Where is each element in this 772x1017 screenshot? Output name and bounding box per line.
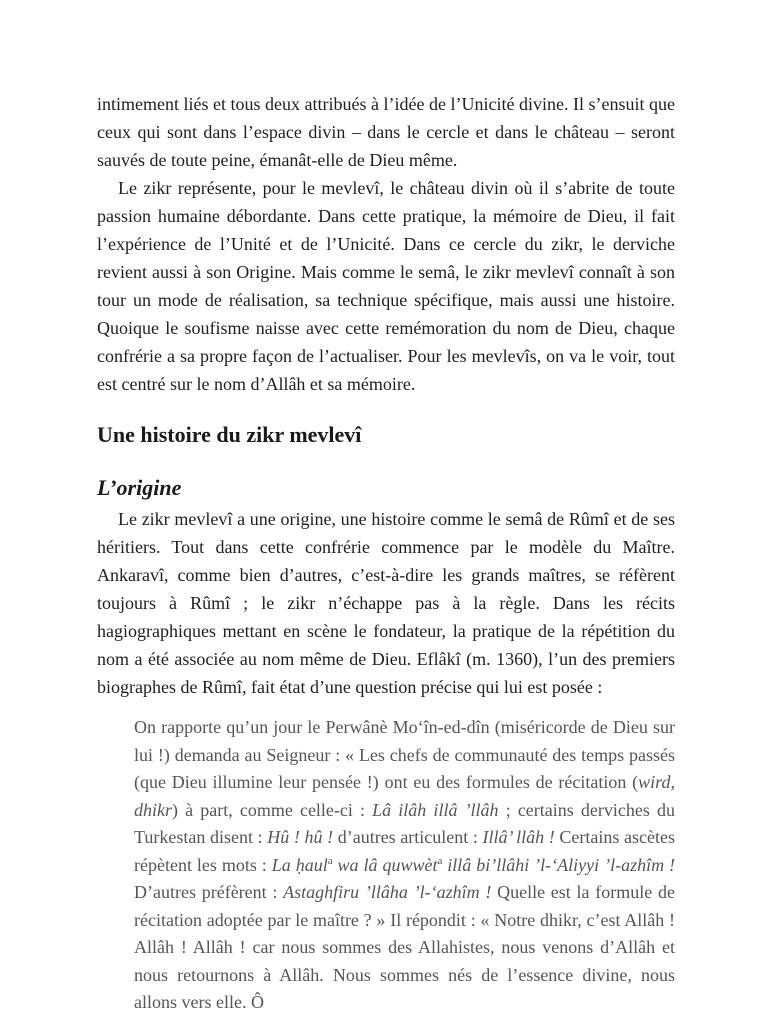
block-quote [134, 714, 675, 1017]
quote-text: d’autres articulent : [333, 827, 483, 847]
quote-text: ) à part, comme celle-ci : [172, 799, 373, 820]
quote-italic: wa lâ quwwèt [332, 854, 438, 875]
quote-italic: La ḥaul [271, 854, 328, 875]
section-heading: Une histoire du zikr mevlevî [97, 422, 362, 447]
quote-text: ; certains derviches du Turkestan disent : [134, 799, 676, 847]
quote-superscript: a [327, 854, 333, 867]
zikr-paragraph: Le zikr représente, pour le mevlevî, le château divin où il s’abrite de toute passion humaine débordante. Dans cette pratique, la mémoire de Dieu, il fait l’expérience de l’Unité et de l’Unicité. Dans ce cercle du zikr, le derviche revient aussi à son Origine. Mais comme le semâ, le zikr mevlevî connaît à son tour un mode de réalisation, sa technique spécifique, mais aussi une histoire. Quoique le soufisme naisse avec cette remémoration du nom de Dieu, chaque confrérie a sa propre façon de l’actualiser. Pour les mevlevîs, on va le voir, tout est centré sur le nom d’Allâh et sa mémoire. [97, 178, 675, 394]
quote-italic: Lâ ilâh illâ ’llâh [372, 799, 499, 820]
quote-text: D’autres préfèrent : [134, 882, 284, 902]
subsection-heading: L’origine [97, 475, 182, 500]
quote-text: On rapporte qu’un jour le Perwânè Mo‘în-ed-dîn (miséricorde de Dieu sur lui !) demanda au Seigneur : « Les chefs de communauté des temps passés (que Dieu illumine leur pensée !) ont eu des formules de récitation ( [134, 717, 675, 792]
origine-paragraph: Le zikr mevlevî a une origine, une histoire comme le semâ de Rûmî et de ses héritiers. Tout dans cette confrérie commence par le modèle du Maître. Ankaravî, comme bien d’autres, c’est-à-dire les grands maîtres, se réfèrent toujours à Rûmî ; le zikr n’échappe pas à la règle. Dans les récits hagiographiques mettant en scène le fondateur, la pratique de la répétition du nom a été associée au nom même de Dieu. Eflâkî (m. 1360), l’un des premiers biographes de Rûmî, fait état d’une question précise qui lui est posée : [97, 509, 675, 697]
quote-italic: illâ bi’llâhi ’l-‘Aliyyi ’l-azhîm ! [442, 854, 676, 875]
quote-superscript: a [437, 854, 443, 867]
quote-italic: wird, dhikr [134, 772, 675, 820]
quote-text: Certains ascètes répètent les mots : [134, 827, 675, 875]
continuation-paragraph: intimement liés et tous deux attribués à l’idée de l’Unicité divine. Il s’ensuit que ceux qui sont dans l’espace divin – dans le cercle et dans le château – seront sauvés de toute peine, émanât-elle de Dieu même. [97, 94, 675, 170]
quote-text: Quelle est la formule de récitation adoptée par le maître ? » Il répondit : « Notre dhikr, c’est Allâh ! Allâh ! Allâh ! car nous sommes des Allahistes, nous venons d’Allâh et nous retournons à Allâh. Nous sommes nés de l’essence divine, nous allons vers elle. Ô [134, 882, 675, 1012]
quote-italic: Illâ’ llâh ! [482, 827, 555, 847]
quote-italic: Astaghfiru ’llâha ’l-‘azhîm ! [283, 882, 492, 902]
quote-italic: Hû ! hû ! [267, 827, 334, 847]
